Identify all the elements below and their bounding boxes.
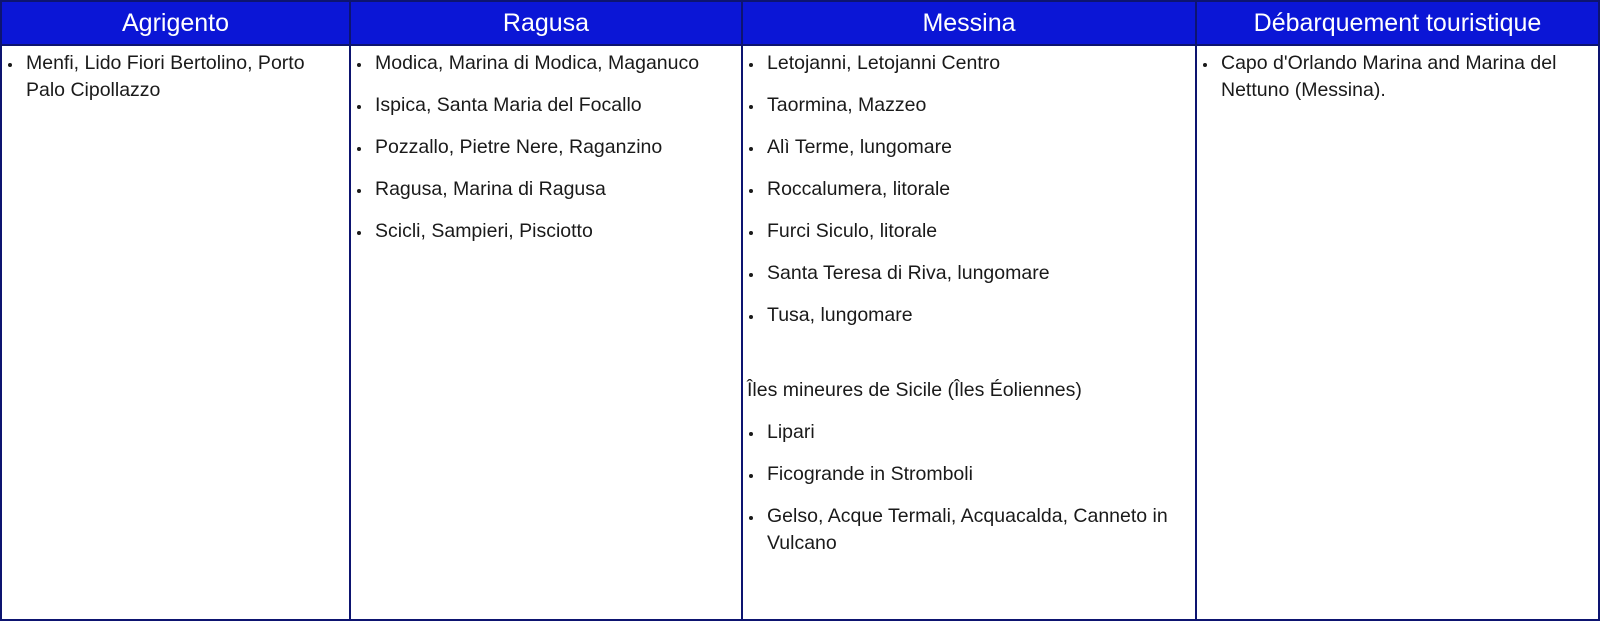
column-debarquement bbox=[1197, 46, 1598, 619]
list-item: Furci Siculo, litorale bbox=[743, 218, 1195, 245]
list-item: Modica, Marina di Modica, Maganuco bbox=[351, 50, 741, 77]
list-item: Ispica, Santa Maria del Focallo bbox=[351, 92, 741, 119]
list-item: Santa Teresa di Riva, lungomare bbox=[743, 260, 1195, 287]
list-item: Ficogrande in Stromboli bbox=[743, 461, 1195, 488]
header-agrigento: Agrigento bbox=[2, 2, 351, 46]
list-item: Scicli, Sampieri, Pisciotto bbox=[351, 218, 741, 245]
list-item: Letojanni, Letojanni Centro bbox=[743, 50, 1195, 77]
islands-subheading: Îles mineures de Sicile (Îles Éoliennes) bbox=[747, 379, 1082, 401]
column-ragusa bbox=[351, 46, 743, 619]
list-item: Pozzallo, Pietre Nere, Raganzino bbox=[351, 134, 741, 161]
header-ragusa: Ragusa bbox=[351, 2, 743, 46]
list-item: Roccalumera, litorale bbox=[743, 176, 1195, 203]
list-item: Gelso, Acque Termali, Acquacalda, Canneto in Vulcano bbox=[743, 503, 1195, 557]
list-item: Tusa, lungomare bbox=[743, 302, 1195, 329]
list-item: Capo d'Orlando Marina and Marina del Nettuno (Messina). bbox=[1197, 50, 1598, 104]
list-item: Taormina, Mazzeo bbox=[743, 92, 1195, 119]
header-messina: Messina bbox=[743, 2, 1197, 46]
list-item: Menfi, Lido Fiori Bertolino, Porto Palo Cipollazzo bbox=[2, 50, 349, 104]
column-agrigento bbox=[2, 46, 351, 619]
list-item: Lipari bbox=[743, 419, 1195, 446]
list-item: Alì Terme, lungomare bbox=[743, 134, 1195, 161]
header-debarquement: Débarquement touristique bbox=[1197, 2, 1598, 46]
list-item: Ragusa, Marina di Ragusa bbox=[351, 176, 741, 203]
column-messina bbox=[743, 46, 1197, 619]
